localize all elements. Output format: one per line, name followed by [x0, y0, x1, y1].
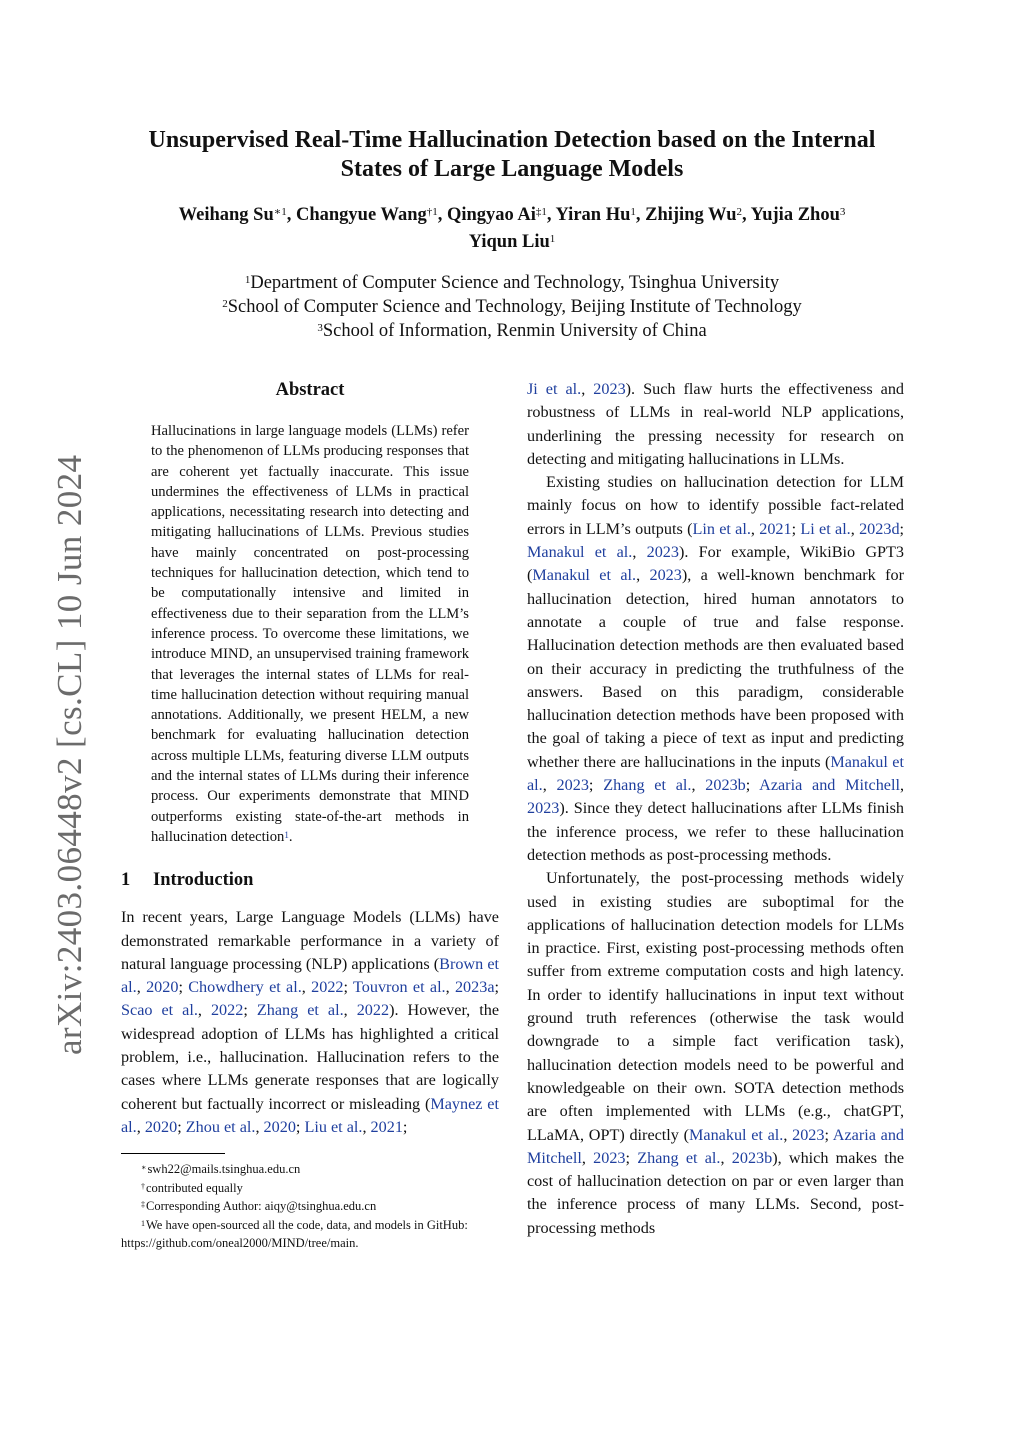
- affiliation-mark: 1: [244, 274, 251, 286]
- body-text: ;: [494, 978, 500, 997]
- section-number: 1: [121, 870, 131, 891]
- body-text: ;: [824, 1125, 833, 1144]
- body-text: ,: [750, 519, 760, 538]
- abstract-end: .: [288, 828, 293, 845]
- right-column: [527, 378, 904, 1240]
- citation-link[interactable]: 2020: [263, 1117, 296, 1136]
- affiliation-mark: 2: [222, 298, 228, 310]
- citation-link[interactable]: Touvron et al.: [353, 978, 446, 997]
- footnote-mark: †: [141, 1181, 145, 1191]
- author-name: Qingyao Ai: [446, 205, 536, 225]
- footnote-text: We have open-sourced all the code, data, and models in GitHub: https://github.com/oneal2000/MIND/tree/main.: [121, 1217, 468, 1251]
- body-text: ;: [295, 1117, 305, 1136]
- body-text: ,: [900, 776, 905, 795]
- section-title: Introduction: [153, 870, 254, 891]
- footnote-divider: [121, 1153, 225, 1154]
- body-text: ). Such flaw hurts the effectiveness and robustness of LLMs in real-world NLP applications, underlining the pressing necessity for research on detecting and mitigating hallucinations in LLMs.: [527, 380, 905, 468]
- author-mark: †1: [426, 206, 438, 218]
- abstract-text: Hallucinations in large language models (LLMs) refer to the phenomenon of LLMs producing responses that are coherent yet factually inaccurate. This issue undermines the effectiveness of LLMs in practical applications, necessitating research into detecting and mitigating hallucinations of LLMs. Previous studies have mainly concentrated on post-processing techniques for hallucination detection, which tend to be computationally intensive and limited in effectiveness due to their separation from the LLM’s inference process. To overcome these limitations, we introduce MIND, an unsupervised training framework that leverages the internal states of LLMs for real-time hallucination detection without requiring manual annotations. Additionally, we present HELM, a new benchmark for evaluating hallucination detection across multiple LLMs, featuring diverse LLM outputs and the internal states of LLMs during their inference process. Our experiments demonstrate that MIND outperforms existing state-of-the-art methods in hallucination detection: [151, 423, 469, 845]
- body-paragraph: [527, 867, 904, 1240]
- body-text: ,: [362, 1117, 371, 1136]
- author-name: Changyue Wang: [295, 205, 427, 225]
- citation-link[interactable]: 2020: [144, 1117, 178, 1136]
- intro-paragraph: [121, 906, 499, 1139]
- citation-link[interactable]: 2021: [370, 1117, 403, 1136]
- citation-link[interactable]: Manakul et al.: [527, 752, 904, 795]
- paper-title: [100, 126, 924, 184]
- citation-link[interactable]: Azaria and Mitchell: [527, 1125, 905, 1167]
- body-text: ;: [899, 519, 905, 538]
- body-text: ,: [581, 1148, 594, 1167]
- body-text: In recent years, Large Language Models (LLMs) have demonstrated remarkable performance in a variety of natural language processing (NLP) applications (: [121, 908, 499, 973]
- body-text: Unfortunately, the post-processing methods widely used in existing studies are suboptimal for the applications of hallucination detection models for LLMs in practice. First, existing post-processing methods often suffer from extreme computation costs and high latency. In order to identify hallucinations in input text without ground truth references (otherwise the task would downgrade to a simple fact verification task), hallucination detection models need to be powerful and knowledgeable on their own. SOTA detection methods are often implemented with LLMs (e.g., chatGPT, LLaMA, OPT) directly (: [527, 869, 904, 1144]
- body-text: ), a well-known benchmark for hallucination detection, hired human annotators to annotate a couple of true and false response. Hallucination detection methods are then evaluated based on their accuracy in predicting the truthfulness of the answers. Based on this paradigm, considerable hallucination detection methods have been proposed with the goal of taking a piece of text as input and predicting whether there are hallucinations in the inputs (: [527, 566, 905, 771]
- citation-link[interactable]: Liu et al.: [304, 1117, 363, 1136]
- citation-link[interactable]: 2023a: [454, 978, 495, 997]
- body-text: ,: [720, 1148, 732, 1167]
- author-list: [100, 202, 924, 256]
- footnote: [121, 1197, 499, 1216]
- body-text: ,: [255, 1117, 264, 1136]
- body-text: ,: [850, 519, 860, 538]
- citation-link[interactable]: Zhou et al.: [185, 1117, 256, 1136]
- body-text: ,: [542, 776, 557, 795]
- author-name: Weihang Su: [178, 205, 274, 225]
- citation-link[interactable]: Manakul et al.: [689, 1125, 784, 1144]
- footnote-mark: 1: [141, 1218, 145, 1228]
- citation-link[interactable]: 2023b: [705, 776, 746, 795]
- citation-link[interactable]: Azaria and Mitchell: [759, 776, 900, 795]
- footnote-mark: ∗: [141, 1163, 147, 1173]
- body-text: ;: [402, 1117, 408, 1136]
- citation-link[interactable]: Zhang et al.: [256, 1001, 344, 1020]
- affiliation: [100, 295, 924, 319]
- body-text: ;: [791, 519, 801, 538]
- citation-link[interactable]: 2023d: [859, 519, 900, 538]
- body-text: ;: [177, 1117, 186, 1136]
- citation-link[interactable]: 2023: [646, 543, 679, 562]
- citation-link[interactable]: Ji et al.: [527, 380, 582, 398]
- author-mark: 2: [736, 206, 742, 218]
- affiliation-text: Department of Computer Science and Technology, Tsinghua University: [250, 273, 780, 293]
- body-text: ;: [343, 978, 353, 997]
- body-text: ;: [178, 978, 189, 997]
- body-text: ,: [343, 1001, 357, 1020]
- citation-link[interactable]: Manakul et al.: [527, 543, 633, 562]
- citation-link[interactable]: 2020: [146, 978, 179, 997]
- citation-link[interactable]: Manakul et al.: [532, 566, 637, 585]
- author-line-1: Weihang $Su^{∗1}$, Changyue Wang$^{\dagger 1}$, Qingyao Ai$^{\ddagger 1}$, Yiran Hu$^1$, Zhijing Wu$^2$, Yujia Zhou$^3$: [178, 205, 846, 225]
- body-text: ;: [625, 1148, 638, 1167]
- arxiv-stamp: [20, 454, 89, 1055]
- abstract-heading: Abstract: [275, 380, 345, 400]
- footnote: [121, 1160, 499, 1179]
- body-text: ,: [136, 1117, 145, 1136]
- citation-link[interactable]: 2023: [527, 799, 560, 818]
- abstract-body: [151, 421, 469, 847]
- citation-link[interactable]: Zhang et al.: [603, 776, 692, 795]
- footnote-text: swh22@mails.tsinghua.edu.cn: [147, 1162, 301, 1177]
- citation-link[interactable]: Scao et al.: [121, 1001, 198, 1020]
- citation-link[interactable]: Chowdhery et al.: [188, 978, 302, 997]
- body-paragraph: [527, 471, 904, 867]
- body-text: ), which makes the cost of hallucination detection on par or even larger than the inference process of many LLMs. Second, post-processing methods: [527, 1148, 905, 1237]
- body-text: ). However, the widespread adoption of LLMs has highlighted a critical problem, i.e., hallucination. Hallucination refers to the cases where LLMs generate responses that are logically coherent but factually incorrect or misleading (: [121, 1001, 500, 1113]
- author-name: Yujia Zhou: [750, 205, 840, 225]
- body-text: ,: [581, 380, 594, 398]
- body-text: ,: [197, 1001, 211, 1020]
- citation-link[interactable]: 2023: [556, 776, 589, 795]
- citation-link[interactable]: 2023: [593, 380, 626, 398]
- body-text: ,: [445, 978, 455, 997]
- citation-link[interactable]: 2023: [792, 1125, 825, 1144]
- citation-link[interactable]: Lin et al.: [692, 519, 751, 538]
- section-heading-introduction: [121, 868, 499, 892]
- author-mark: 3: [839, 206, 846, 218]
- author-mark: 1: [549, 233, 556, 245]
- footnote-text: contributed equally: [146, 1180, 243, 1195]
- affiliation-mark: 3: [317, 322, 323, 334]
- body-text: ,: [783, 1125, 793, 1144]
- footnote: [121, 1216, 499, 1253]
- body-text: ;: [588, 776, 604, 795]
- body-text: ;: [745, 776, 760, 795]
- citation-link[interactable]: 2022: [210, 1001, 244, 1020]
- citation-link[interactable]: 2021: [759, 519, 792, 538]
- author-name: Zhijing Wu: [645, 205, 737, 225]
- author-name: Yiran Hu: [555, 205, 631, 225]
- citation-link[interactable]: 2022: [356, 1001, 390, 1020]
- left-column: [121, 378, 499, 1253]
- affiliation: [100, 319, 924, 343]
- affiliation-text: School of Information, Renmin University of China: [322, 321, 707, 341]
- arxiv-stamp-text: arXiv:2403.06448v2 [cs.CL] 10 Jun 2024: [50, 454, 89, 1055]
- body-text: ,: [691, 776, 706, 795]
- body-text: ,: [301, 978, 312, 997]
- body-text: ,: [136, 978, 147, 997]
- author-name: Yiqun Liu: [468, 232, 550, 252]
- body-text: ,: [632, 543, 647, 562]
- affiliation-text: School of Computer Science and Technology, Beijing Institute of Technology: [227, 297, 802, 317]
- body-paragraph: [527, 378, 904, 471]
- body-text: ;: [243, 1001, 257, 1020]
- author-mark: 1: [630, 206, 636, 218]
- title-line-1: Unsupervised Real-Time Hallucination Detection based on the Internal: [148, 127, 876, 153]
- citation-link[interactable]: 2023: [593, 1148, 626, 1167]
- body-text: ). Since they detect hallucinations after LLMs finish the inference process, we refer to these hallucination detection methods as post-processing methods.: [527, 799, 904, 864]
- author-mark: ‡1: [535, 206, 547, 218]
- affiliation-list: [100, 271, 924, 343]
- citation-link[interactable]: 2023b: [731, 1148, 773, 1167]
- body-text: ,: [636, 566, 650, 585]
- citation-link[interactable]: Li et al.: [800, 519, 851, 538]
- title-line-2: States of Large Language Models: [340, 156, 684, 182]
- footnote: [121, 1179, 499, 1198]
- citation-link[interactable]: Brown et al.: [121, 954, 499, 997]
- citation-link[interactable]: 2022: [311, 978, 344, 997]
- footnote-text: Corresponding Author: aiqy@tsinghua.edu.cn: [146, 1199, 377, 1214]
- citation-link[interactable]: Zhang et al.: [637, 1148, 721, 1167]
- citation-link[interactable]: Maynez et al.: [121, 1094, 499, 1136]
- body-text: Existing studies on hallucination detection for LLM mainly focus on how to identify possible fact-related errors in LLM’s outputs (: [527, 473, 904, 538]
- citation-link[interactable]: 2023: [649, 566, 682, 585]
- affiliation: [100, 271, 924, 295]
- abstract-footnote-link[interactable]: 1: [284, 829, 289, 840]
- footnote-mark: ‡: [141, 1200, 145, 1210]
- author-mark: ∗1: [273, 206, 287, 218]
- author-line-2: [100, 229, 924, 256]
- body-text: ). For example, WikiBio GPT3 (: [527, 543, 905, 585]
